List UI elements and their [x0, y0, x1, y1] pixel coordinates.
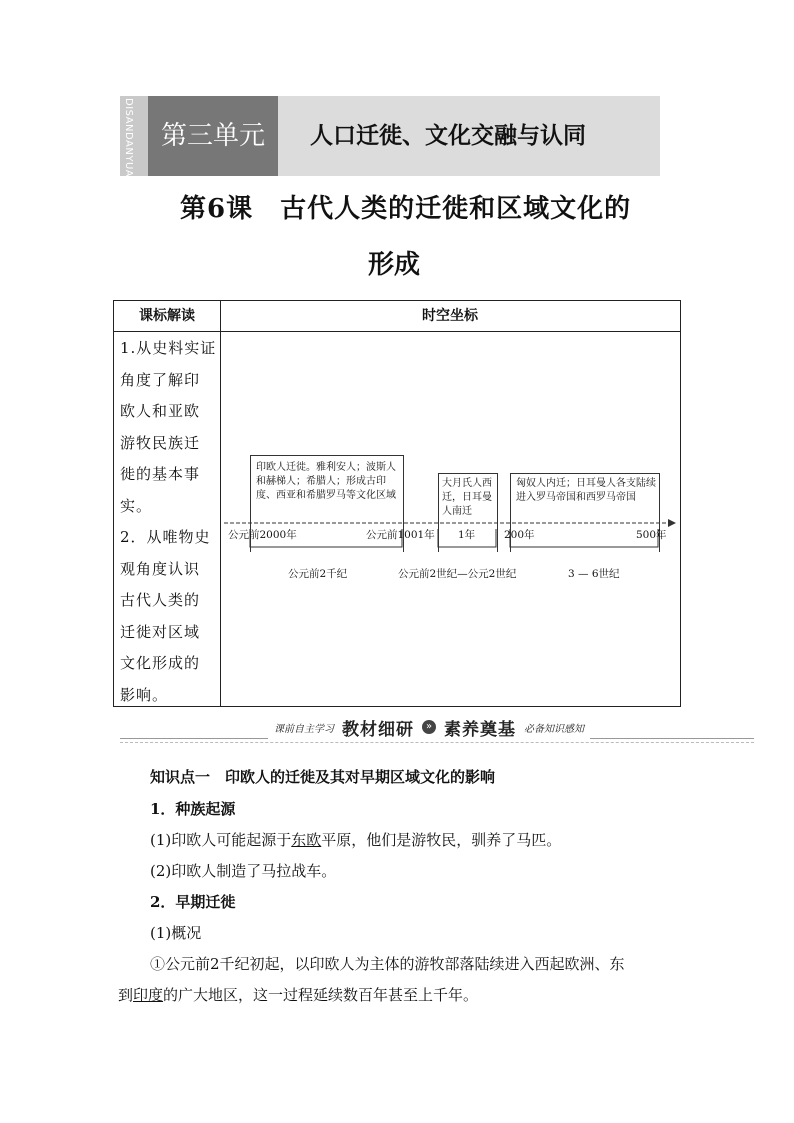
double-chevron-icon: »	[422, 720, 436, 734]
timeline-event-2: 大月氏人西迁，日耳曼人南迁	[442, 478, 492, 517]
text-run: 到	[118, 986, 134, 1004]
subsection-subtitle: (1)概况	[150, 924, 202, 942]
curriculum-table	[113, 300, 681, 707]
tick-label: 1年	[458, 529, 476, 541]
reading-line: 欧人和亚欧	[120, 402, 201, 420]
text-run: 的广大地区，这一过程延续数百年甚至上千年。	[163, 986, 479, 1004]
underlined-answer: 印度	[133, 986, 164, 1004]
tick-label: 公元前1001年	[366, 529, 435, 541]
period-label: 公元前2千纪	[288, 568, 348, 580]
tick-label: 500年	[636, 529, 667, 541]
paragraph-line: (2)印欧人制造了马拉战车。	[150, 862, 337, 880]
section-divider-dashed	[120, 742, 754, 743]
tick-label: 公元前2000年	[228, 529, 297, 541]
reading-line: 影响。	[120, 685, 169, 704]
table-header-timeline: 时空坐标	[422, 308, 478, 324]
section-banner	[268, 714, 590, 740]
lesson-title-continued: 形成	[368, 250, 421, 280]
unit-title: 人口迁徙、文化交融与认同	[310, 122, 586, 149]
reading-line: 1.从史料实证	[120, 339, 217, 357]
reading-line: 游牧民族迁	[120, 433, 201, 452]
knowledge-point-title: 知识点一 印欧人的迁徙及其对早期区域文化的影响	[150, 768, 496, 786]
subsection-title: 2．早期迁徙	[150, 893, 236, 911]
reading-line: 角度了解印	[120, 370, 201, 389]
section-banner-title-right: 素养奠基	[444, 719, 516, 740]
reading-line: 迁徙对区域	[120, 622, 201, 641]
period-label: 公元前2世纪—公元2世纪	[398, 568, 517, 580]
text-run: (1)印欧人可能起源于	[150, 831, 292, 849]
table-header-reading: 课标解读	[139, 308, 195, 324]
reading-line: 观角度认识	[120, 559, 201, 578]
reading-line: 文化形成的	[120, 654, 201, 672]
paragraph-line	[150, 829, 561, 850]
reading-line: 实。	[120, 496, 153, 515]
underlined-answer: 东欧	[291, 831, 322, 849]
tick-label: 200年	[504, 529, 535, 541]
timeline-event-1: 印欧人迁徙。雅利安人；波斯人和赫梯人；希腊人；形成古印度、西亚和希腊罗马等文化区域	[256, 462, 396, 501]
reading-line: 2．从唯物史	[120, 528, 211, 546]
timeline-event-3: 匈奴人内迁；日耳曼人各支陆续进入罗马帝国和西罗马帝国	[516, 478, 656, 503]
section-banner-left: 课前自主学习	[274, 723, 334, 735]
unit-label: 第三单元	[160, 121, 265, 151]
vertical-unit-strip	[120, 96, 148, 186]
reading-line: 古代人类的	[120, 591, 201, 609]
subsection-title: 1．种族起源	[150, 800, 236, 818]
period-label: 3 — 6世纪	[568, 568, 620, 580]
reading-line: 徙的基本事	[120, 465, 201, 483]
timeline-diagram	[220, 331, 680, 706]
vertical-unit-text: DISANDANYUAN	[123, 98, 134, 186]
paragraph-line: ①公元前2千纪初起，以印欧人为主体的游牧部落陆续进入西起欧洲、东	[150, 955, 625, 973]
section-banner-title-left: 教材细研	[342, 719, 414, 740]
paragraph-line	[118, 984, 478, 1005]
lesson-title: 第6课 古代人类的迁徙和区域文化的	[180, 194, 632, 224]
section-banner-right: 必备知识感知	[524, 723, 584, 735]
text-run: 平原，他们是游牧民，驯养了马匹。	[321, 831, 562, 849]
curriculum-reading	[120, 333, 218, 711]
